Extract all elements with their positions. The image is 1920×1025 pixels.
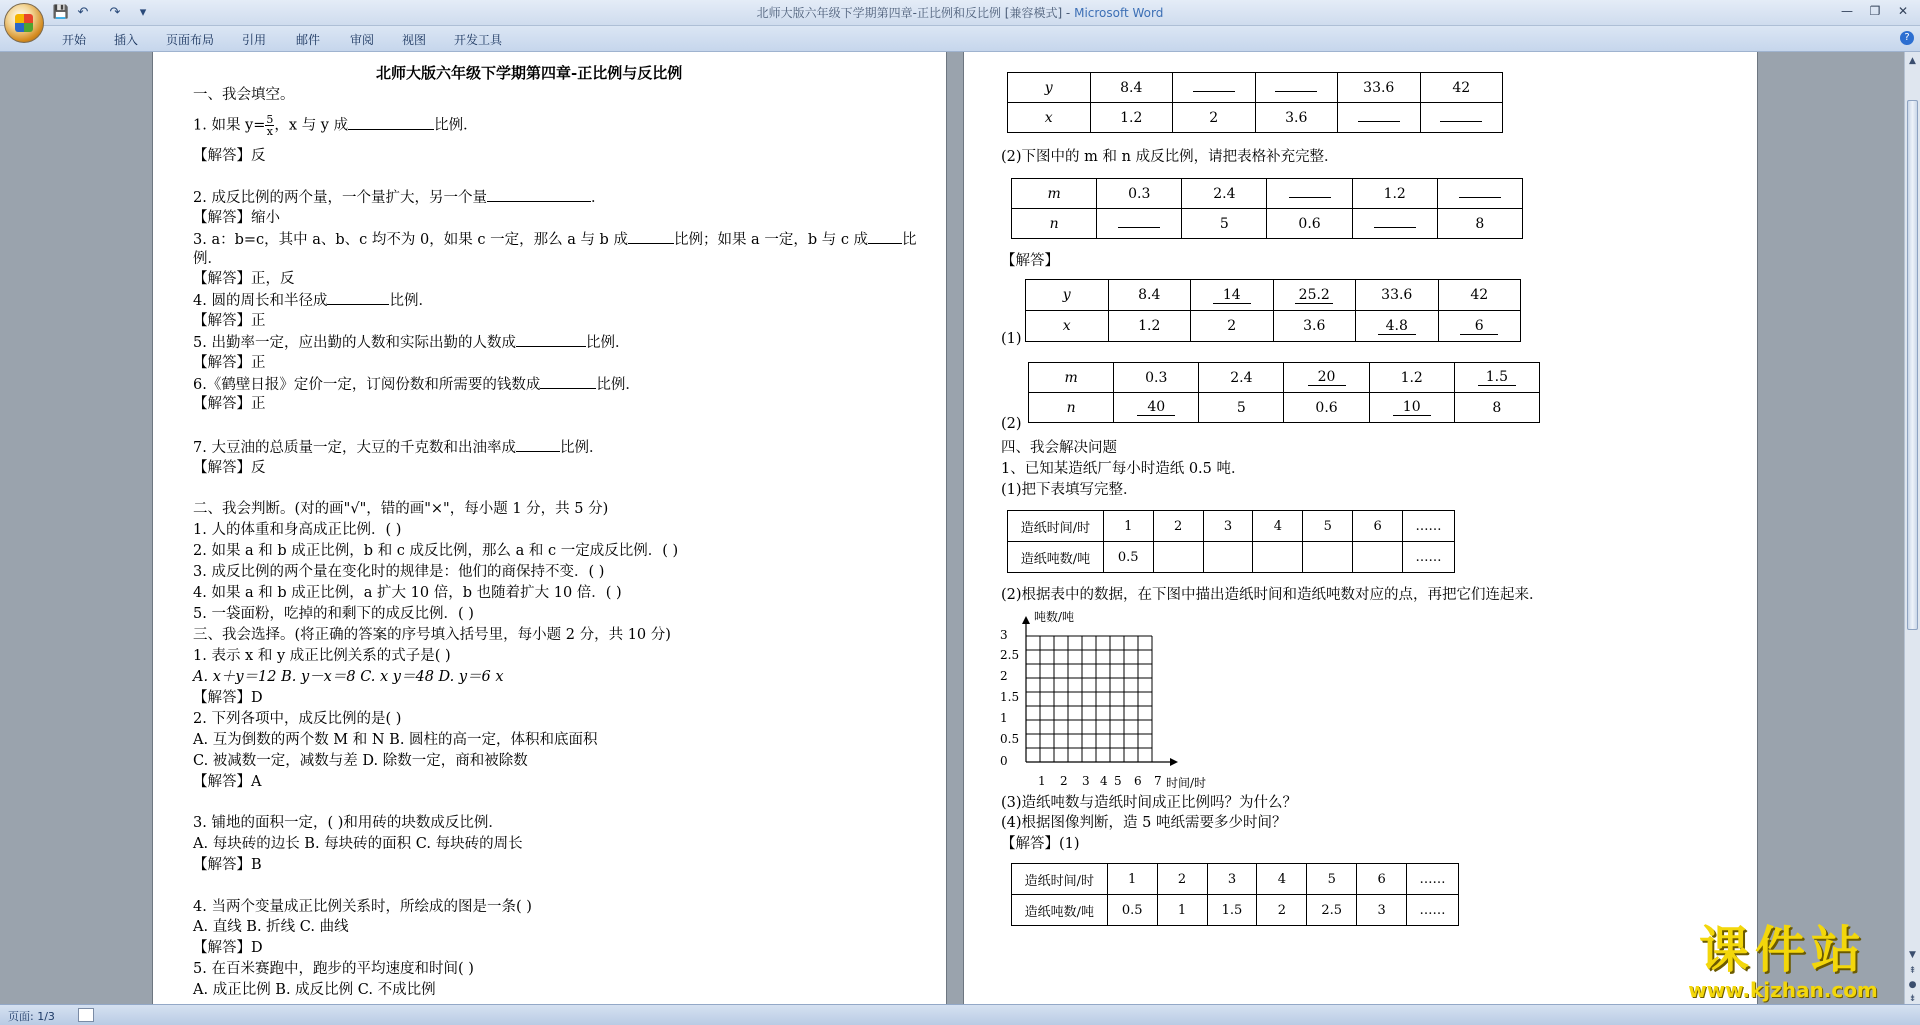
table-cell: [1353, 542, 1403, 573]
table-cell: 5: [1199, 393, 1284, 423]
choice-2-options-b: C. 被减数一定，减数与差 D. 除数一定，商和被除数: [193, 753, 528, 769]
table-cell: ……: [1407, 864, 1459, 895]
table-cell: 2.5: [1307, 895, 1357, 926]
blank-line: [540, 375, 596, 389]
table-cell: 0.6: [1267, 209, 1352, 239]
q6-text-a: 6.《鹤壁日报》定价一定，订阅份数和所需要的钱数成: [193, 377, 541, 393]
table-cell: 2: [1191, 311, 1274, 342]
undo-icon[interactable]: ↶: [77, 5, 89, 20]
table-cell: 4: [1257, 864, 1307, 895]
question-3: [193, 230, 917, 249]
filled-answer: 1.5: [1478, 369, 1516, 386]
window-title: [0, 4, 1920, 21]
tab-references[interactable]: 引用: [242, 33, 267, 47]
window-controls: [1834, 2, 1916, 20]
y-tick-label: 0: [1000, 754, 1008, 768]
watermark-logo-text: 课件站: [1699, 921, 1867, 979]
table-cell: 42: [1438, 280, 1521, 311]
y-tick-label: 2: [1000, 669, 1008, 683]
status-bar: [0, 1004, 1920, 1025]
filled-answer: 14: [1213, 287, 1251, 304]
customize-quick-access-icon[interactable]: ▾: [139, 5, 147, 20]
q3-text-b: 比例；如果 a 一定，b 与 c 成: [673, 232, 869, 248]
blank-line: [348, 116, 434, 130]
answer-6: 【解答】正: [193, 396, 266, 412]
fraction-numerator: 5: [266, 113, 274, 126]
table-row: [1012, 864, 1459, 895]
table-row: [1026, 311, 1521, 342]
table-cell: 0.6: [1284, 393, 1369, 423]
tab-mailings[interactable]: 邮件: [296, 33, 321, 47]
table-cell: [1203, 542, 1253, 573]
table-cell: [1153, 542, 1203, 573]
table-cell: [1255, 73, 1338, 103]
select-browse-object-icon[interactable]: ●: [1908, 980, 1917, 990]
vertical-scrollbar[interactable]: [1904, 52, 1920, 1004]
table-cell: 8.4: [1108, 280, 1191, 311]
table-cell: 42: [1420, 73, 1503, 103]
table-cell: 3: [1207, 864, 1257, 895]
page-indicator[interactable]: 页面: 1/3: [8, 1010, 55, 1023]
grid-lines: [1026, 636, 1152, 762]
minimize-button[interactable]: —: [1841, 4, 1853, 18]
table-row: [1008, 511, 1455, 542]
q7-text-a: 7. 大豆油的总质量一定，大豆的千克数和出油率成: [193, 440, 516, 456]
table-row: [1008, 542, 1455, 573]
blank-line: [1358, 110, 1400, 122]
table-cell: 5: [1303, 511, 1353, 542]
choice-2: 2. 下列各项中，成反比例的是( ): [193, 711, 402, 727]
x-tick-label: 1: [1038, 774, 1046, 788]
table-cell: n: [1012, 209, 1097, 239]
blank-line: [1118, 216, 1160, 228]
section-1-heading: 一、我会填空。: [193, 87, 295, 103]
table-cell: 1.5: [1207, 895, 1257, 926]
judge-4: 4. 如果 a 和 b 成正比例，a 扩大 10 倍，b 也随着扩大 10 倍．( ): [193, 585, 622, 601]
problem-1-part-2: (2)根据表中的数据，在下图中描出造纸时间和造纸吨数对应的点，再把它们连起来．: [1001, 587, 1544, 603]
table-cell: m: [1012, 179, 1097, 209]
filled-answer: 25.2: [1295, 287, 1333, 304]
table-m-n-answer: [1028, 362, 1540, 423]
scroll-down-icon[interactable]: ▼: [1909, 950, 1916, 960]
table-cell: 0.5: [1103, 542, 1153, 573]
q1-text-a: 1. 如果 y=: [193, 117, 266, 134]
q6-text-b: 比例．: [596, 377, 640, 393]
grid-svg: [1012, 616, 1212, 776]
scrollbar-thumb[interactable]: [1907, 100, 1918, 630]
table-cell: [1352, 209, 1437, 239]
choice-1: 1. 表示 x 和 y 成正比例关系的式子是( ): [193, 648, 451, 664]
table-cell: 1.2: [1352, 179, 1437, 209]
table-cell: 2.4: [1199, 363, 1284, 393]
judge-2: 2. 如果 a 和 b 成正比例，b 和 c 成反比例，那么 a 和 c 一定成反比例．( ): [193, 543, 679, 559]
table-cell: [1284, 363, 1369, 393]
x-tick-label: 7: [1154, 774, 1162, 788]
table-cell: 5: [1182, 209, 1267, 239]
answer-2: 【解答】缩小: [193, 210, 280, 226]
table-cell: [1369, 393, 1454, 423]
coordinate-grid: [994, 608, 1214, 848]
table-cell: 2: [1173, 103, 1256, 133]
table-cell: 1: [1107, 864, 1157, 895]
table-cell: [1267, 179, 1352, 209]
graph-y-axis-label: 吨数/吨: [1034, 610, 1075, 624]
problem-1-part-4: (4)根据图像判断，造 5 吨纸需要多少时间？: [1001, 815, 1287, 831]
document-page-2[interactable]: [963, 52, 1758, 1004]
help-icon[interactable]: ?: [1900, 31, 1914, 45]
document-title: 北师大版六年级下学期第四章-正比例和反比例 [兼容模式] -: [756, 6, 1075, 20]
tab-view[interactable]: 视图: [402, 33, 427, 47]
ribbon-tabs: [0, 26, 1920, 52]
table-paper-answer: [1011, 863, 1459, 926]
table-cell: 3: [1203, 511, 1253, 542]
table-row: [1026, 280, 1521, 311]
table-paper-question: [1007, 510, 1455, 573]
blank-line: [1193, 80, 1235, 92]
table-cell: 2: [1157, 864, 1207, 895]
q1-text-b: ，x 与 y 成: [274, 117, 349, 134]
table-cell: [1303, 542, 1353, 573]
q3-text-c: 比: [902, 232, 917, 248]
office-button[interactable]: [4, 3, 44, 43]
table-cell: [1253, 542, 1303, 573]
choice-answer-4: 【解答】D: [193, 940, 263, 956]
x-tick-label: 4: [1100, 774, 1108, 788]
question-5: [193, 333, 629, 352]
choice-5-options: A. 成正比例 B. 成反比例 C. 不成比例: [193, 982, 436, 998]
save-icon[interactable]: 💾: [52, 5, 70, 20]
table-cell: [1173, 73, 1256, 103]
table-row: [1012, 895, 1459, 926]
previous-page-icon[interactable]: ⇞: [1908, 966, 1917, 976]
table-cell: m: [1029, 363, 1114, 393]
choice-4-options: A. 直线 B. 折线 C. 曲线: [193, 919, 349, 935]
answer-5: 【解答】正: [193, 355, 266, 371]
filled-answer: 4.8: [1378, 318, 1416, 335]
table-cell: 造纸时间/时: [1008, 511, 1104, 542]
table-cell: [1273, 280, 1356, 311]
table-y-x-answer: [1025, 279, 1521, 342]
table-cell: 33.6: [1338, 73, 1421, 103]
table-row: [1029, 363, 1540, 393]
q7-text-b: 比例．: [559, 440, 604, 456]
table-cell: 8: [1454, 393, 1539, 423]
table-cell: 造纸吨数/吨: [1012, 895, 1108, 926]
table-row: [1008, 103, 1503, 133]
table-row: [1029, 393, 1540, 423]
table-cell: 0.5: [1107, 895, 1157, 926]
table-cell: 0.3: [1114, 363, 1199, 393]
problem-1-part-3: (3)造纸吨数与造纸时间成正比例吗？为什么？: [1001, 795, 1298, 811]
table-y-x-question: [1007, 72, 1503, 133]
q5-text-b: 比例．: [585, 335, 630, 351]
table-cell: 1.2: [1369, 363, 1454, 393]
table-cell: [1356, 311, 1439, 342]
question-6: [193, 375, 640, 394]
table-cell: 6: [1353, 511, 1403, 542]
y-tick-label: 0.5: [1000, 732, 1020, 746]
tab-insert[interactable]: 插入: [114, 33, 139, 47]
table-cell: 33.6: [1356, 280, 1439, 311]
tab-review[interactable]: 审阅: [350, 33, 375, 47]
judge-1: 1. 人的体重和身高成正比例．( ): [193, 522, 402, 538]
choice-3-options: A. 每块砖的边长 B. 每块砖的面积 C. 每块砖的周长: [193, 836, 523, 852]
blank-line: [1374, 216, 1416, 228]
table-cell: 3.6: [1255, 103, 1338, 133]
q1-text-c: 比例．: [434, 117, 478, 134]
graph-x-axis-label: 时间/时: [1166, 776, 1207, 790]
blank-line: [1275, 80, 1317, 92]
table-cell: [1097, 209, 1182, 239]
table-cell: x: [1008, 103, 1091, 133]
table-cell: ……: [1407, 895, 1459, 926]
x-tick-label: 6: [1134, 774, 1142, 788]
judge-3: 3. 成反比例的两个量在变化时的规律是：他们的商保持不变．( ): [193, 564, 605, 580]
table-cell: y: [1008, 73, 1091, 103]
choice-5: 5. 在百米赛跑中，跑步的平均速度和时间( ): [193, 961, 474, 977]
maximize-button[interactable]: ❐: [1869, 4, 1881, 18]
choice-answer-2: 【解答】A: [193, 774, 262, 790]
table-cell: [1420, 103, 1503, 133]
answer-7: 【解答】反: [193, 460, 266, 476]
answer-1-label: (1): [1001, 331, 1022, 347]
table-m-n-question: [1011, 178, 1523, 239]
table-cell: 2: [1257, 895, 1307, 926]
table-cell: 1: [1157, 895, 1207, 926]
filled-answer: 20: [1308, 369, 1346, 386]
choice-3: 3. 铺地的面积一定，( )和用砖的块数成反比例．: [193, 815, 503, 831]
table-row: [1012, 209, 1523, 239]
y-tick-label: 2.5: [1000, 648, 1020, 662]
choice-2-options-a: A. 互为倒数的两个数 M 和 N B. 圆柱的高一定，体积和底面积: [193, 732, 598, 748]
table-cell: 6: [1357, 864, 1407, 895]
table-cell: 3: [1357, 895, 1407, 926]
section-3-heading: 三、我会选择。(将正确的答案的序号填入括号里，每小题 2 分，共 10 分): [193, 627, 671, 643]
choice-answer-1: 【解答】D: [193, 690, 263, 706]
table-cell: [1114, 393, 1199, 423]
answer-4: 【解答】正: [193, 313, 266, 329]
table-cell: 0.3: [1097, 179, 1182, 209]
problem-1: 1、已知某造纸厂每小时造纸 0.5 吨．: [1001, 461, 1246, 477]
y-tick-label: 1: [1000, 711, 1008, 725]
table-row: [1012, 179, 1523, 209]
blank-line: [516, 438, 560, 452]
y-tick-label: 3: [1000, 628, 1008, 642]
blank-line: [1289, 186, 1331, 198]
filled-answer: 40: [1137, 399, 1175, 416]
table-cell: 1: [1103, 511, 1153, 542]
table-cell: [1191, 280, 1274, 311]
next-page-icon[interactable]: ⇟: [1908, 994, 1917, 1004]
answer-3: 【解答】正，反: [193, 271, 295, 287]
problem-1-part-1: (1)把下表填写完整．: [1001, 482, 1138, 498]
choice-answer-3: 【解答】B: [193, 857, 262, 873]
blank-line: [516, 333, 586, 347]
y-tick-label: 1.5: [1000, 690, 1020, 704]
section-4-heading: 四、我会解决问题: [1001, 440, 1117, 456]
blank-line: [1459, 186, 1501, 198]
q5-text-a: 5. 出勤率一定，应出勤的人数和实际出勤的人数成: [193, 335, 516, 351]
blank-line: [487, 188, 591, 202]
document-title-heading: 北师大版六年级下学期第四章-正比例与反比例: [376, 64, 683, 82]
scroll-up-icon[interactable]: ▲: [1909, 56, 1916, 66]
document-workspace: [0, 52, 1904, 1004]
table-cell: [1454, 363, 1539, 393]
proofing-icon[interactable]: [78, 1008, 94, 1022]
y-axis-arrow-icon: [1022, 616, 1030, 624]
tab-home[interactable]: 开始: [62, 33, 87, 47]
blank-line: [1440, 110, 1482, 122]
document-page-1[interactable]: [152, 52, 947, 1004]
x-tick-label: 5: [1114, 774, 1122, 788]
q2-text-b: ．: [590, 190, 606, 206]
blank-line: [868, 230, 902, 244]
tab-developer[interactable]: 开发工具: [454, 33, 503, 47]
table-cell: [1437, 179, 1522, 209]
filled-answer: 6: [1460, 318, 1498, 335]
blank-line: [628, 230, 674, 244]
question-3-continued: 例．: [193, 251, 222, 267]
office-logo-icon: [15, 14, 33, 32]
answer-1: 【解答】反: [193, 148, 266, 164]
table-cell: y: [1026, 280, 1109, 311]
question-2: [193, 188, 605, 207]
question-2-heading: (2)下图中的 m 和 n 成反比例，请把表格补充完整．: [1001, 149, 1339, 165]
table-cell: 3.6: [1273, 311, 1356, 342]
table-cell: 4: [1253, 511, 1303, 542]
redo-icon[interactable]: ↷: [109, 5, 121, 20]
title-bar: [0, 0, 1920, 26]
question-1: [193, 114, 478, 137]
table-cell: 造纸吨数/吨: [1008, 542, 1104, 573]
q4-text-a: 4. 圆的周长和半径成: [193, 293, 328, 309]
table-cell: 1.2: [1090, 103, 1173, 133]
table-cell: 1.2: [1108, 311, 1191, 342]
close-button[interactable]: ✕: [1897, 4, 1909, 18]
table-cell: ……: [1403, 542, 1455, 573]
table-cell: 8.4: [1090, 73, 1173, 103]
x-tick-label: 2: [1060, 774, 1068, 788]
blank-line: [327, 291, 389, 305]
table-cell: 造纸时间/时: [1012, 864, 1108, 895]
site-watermark: [1668, 921, 1898, 1002]
table-cell: [1338, 103, 1421, 133]
question-4: [193, 291, 433, 310]
q4-text-b: 比例．: [389, 293, 433, 309]
question-7: [193, 438, 603, 457]
answer-heading: 【解答】: [1001, 253, 1059, 269]
watermark-url: www.kjzhan.com: [1688, 978, 1878, 1002]
table-cell: 8: [1437, 209, 1522, 239]
answer-2-label: (2): [1001, 416, 1022, 432]
choice-1-options: A. x＋y＝12 B. y－x＝8 C. x y＝48 D. y＝6 x: [193, 669, 504, 685]
table-cell: 2: [1153, 511, 1203, 542]
tab-page-layout[interactable]: 页面布局: [166, 33, 215, 47]
choice-4: 4. 当两个变量成正比例关系时，所绘成的图是一条( ): [193, 899, 532, 915]
judge-5: 5. 一袋面粉，吃掉的和剩下的成反比例．( ): [193, 606, 474, 622]
table-cell: ……: [1403, 511, 1455, 542]
table-cell: n: [1029, 393, 1114, 423]
app-name: Microsoft Word: [1074, 6, 1164, 20]
filled-answer: 10: [1393, 399, 1431, 416]
table-cell: x: [1026, 311, 1109, 342]
fraction-denominator: x: [266, 125, 274, 138]
table-cell: [1438, 311, 1521, 342]
table-cell: 2.4: [1182, 179, 1267, 209]
q2-text-a: 2. 成反比例的两个量，一个量扩大，另一个量: [193, 190, 487, 206]
table-cell: 5: [1307, 864, 1357, 895]
problem-answer-heading: 【解答】(1): [1001, 836, 1080, 852]
table-row: [1008, 73, 1503, 103]
x-tick-label: 3: [1082, 774, 1090, 788]
q3-text-a: 3. a：b=c，其中 a、b、c 均不为 0，如果 c 一定，那么 a 与 b 成: [193, 232, 628, 248]
x-axis-arrow-icon: [1170, 758, 1178, 766]
section-2-heading: 二、我会判断。(对的画"√"，错的画"×"，每小题 1 分，共 5 分): [193, 501, 609, 517]
